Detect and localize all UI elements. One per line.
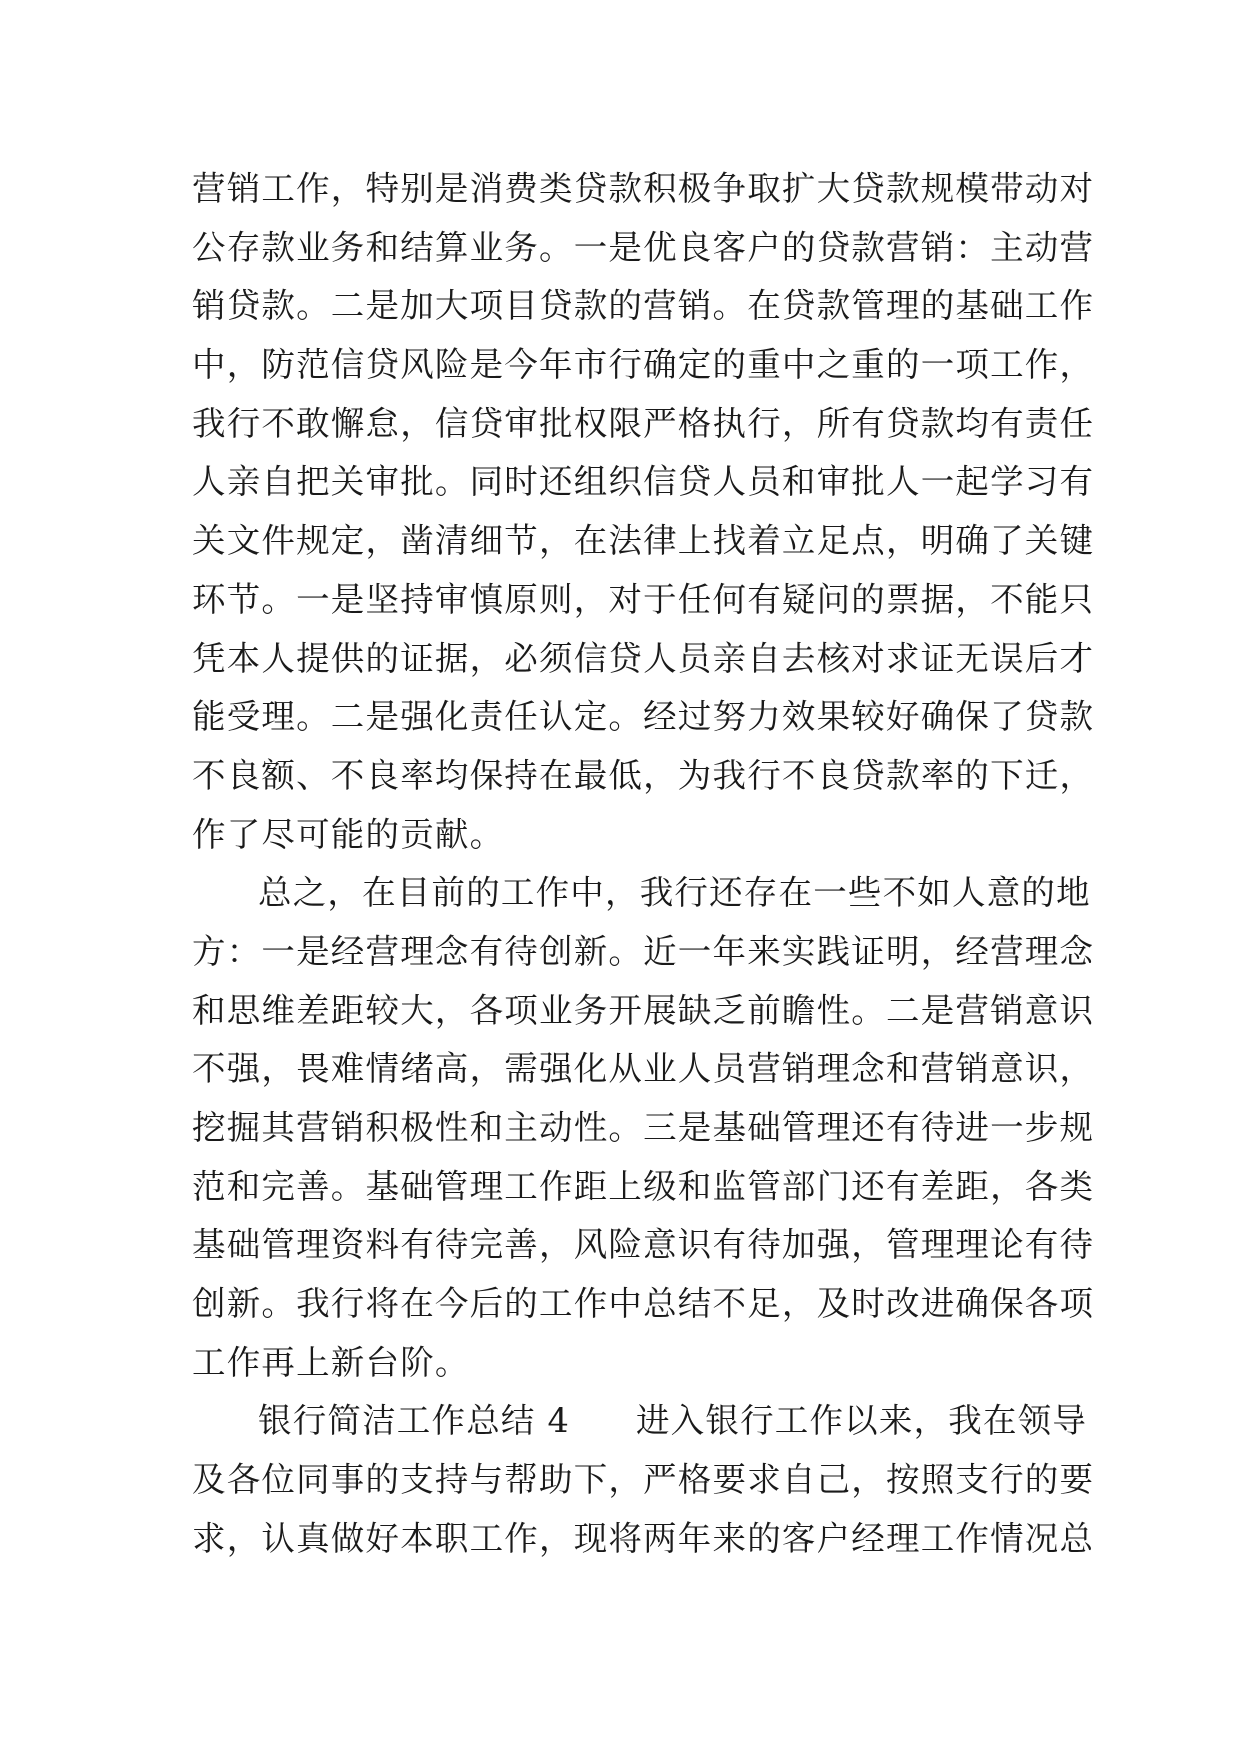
text-line: 不强，畏难情绪高，需强化从业人员营销理念和营销意识， — [192, 1049, 1095, 1089]
text-line: 不良额、不良率均保持在最低，为我行不良贷款率的下迁， — [192, 755, 1095, 795]
text-line-rest: 进入银行工作以来，我在领导 — [635, 1401, 1088, 1441]
text-line: 我行不敢懈怠，信贷审批权限严格执行，所有贷款均有责任 — [192, 403, 1095, 443]
document-body — [192, 160, 1095, 1569]
text-line: 公存款业务和结算业务。一是优良客户的贷款营销：主动营 — [192, 227, 1095, 267]
text-line: 和思维差距较大，各项业务开展缺乏前瞻性。二是营销意识 — [192, 990, 1095, 1030]
text-line: 凭本人提供的证据，必须信贷人员亲自去核对求证无误后才 — [192, 638, 1095, 678]
text-line: 销贷款。二是加大项目贷款的营销。在贷款管理的基础工作 — [192, 286, 1095, 326]
text-line: 挖掘其营销积极性和主动性。三是基础管理还有待进一步规 — [192, 1108, 1095, 1147]
text-line: 创新。我行将在今后的工作中总结不足，及时改进确保各项 — [192, 1284, 1095, 1324]
text-line: 营销工作，特别是消费类贷款积极争取扩大贷款规模带动对 — [192, 169, 1095, 208]
text-line: 作了尽可能的贡献。 — [192, 814, 505, 854]
text-line: 人亲自把关审批。同时还组织信贷人员和审批人一起学习有 — [192, 462, 1095, 502]
text-line: 能受理。二是强化责任认定。经过努力效果较好确保了贷款 — [192, 697, 1095, 737]
text-line: 总之，在目前的工作中，我行还存在一些不如人意的地 — [258, 873, 1091, 913]
paragraph-2 — [192, 864, 1095, 1392]
text-line: 基础管理资料有待完善，风险意识有待加强，管理理论有待 — [192, 1225, 1095, 1265]
text-line: 环节。一是坚持审慎原则，对于任何有疑问的票据，不能只 — [192, 579, 1095, 619]
section-heading: 银行简洁工作总结 4 — [258, 1401, 570, 1441]
text-line: 方：一是经营理念有待创新。近一年来实践证明，经营理念 — [192, 931, 1095, 971]
text-line: 中，防范信贷风险是今年市行确定的重中之重的一项工作， — [192, 345, 1095, 385]
text-line: 及各位同事的支持与帮助下，严格要求自己，按照支行的要 — [192, 1460, 1095, 1500]
text-line: 关文件规定，凿清细节，在法律上找着立足点，明确了关键 — [192, 521, 1095, 561]
paragraph-3 — [192, 1392, 1095, 1568]
text-line: 工作再上新台阶。 — [192, 1342, 470, 1382]
heading-line — [192, 1392, 1088, 1451]
text-line: 求，认真做好本职工作，现将两年来的客户经理工作情况总 — [192, 1518, 1095, 1558]
paragraph-1 — [192, 160, 1095, 864]
text-line: 范和完善。基础管理工作距上级和监管部门还有差距，各类 — [192, 1166, 1095, 1206]
